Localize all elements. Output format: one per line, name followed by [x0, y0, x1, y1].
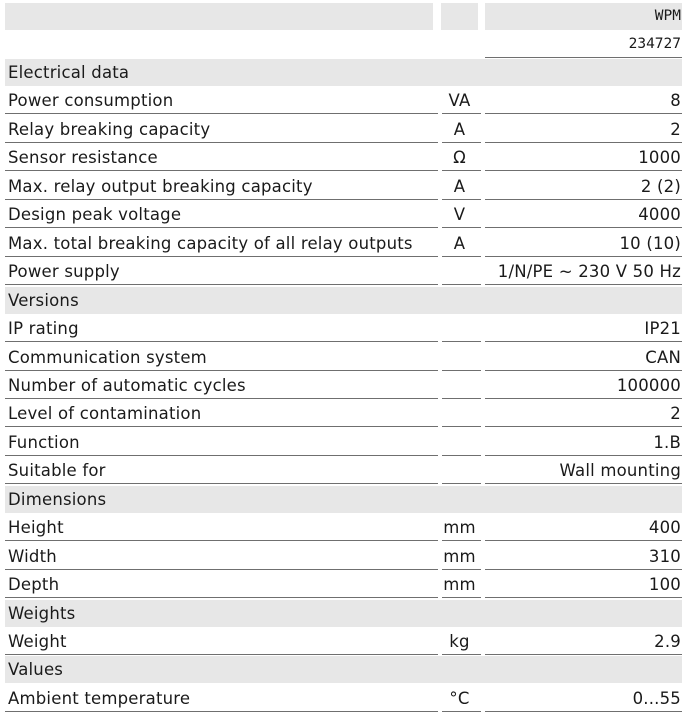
spec-unit: V [453, 205, 466, 225]
spec-value: 2 [670, 404, 681, 424]
spec-value: 1.B [653, 432, 681, 452]
row-divider-value [485, 142, 682, 143]
spec-row [5, 116, 682, 143]
row-divider-unit [442, 256, 481, 257]
spec-label: Function [8, 432, 80, 452]
spec-value: 2 [670, 119, 681, 139]
spec-value: 10 (10) [619, 233, 681, 253]
spec-label: Communication system [8, 347, 207, 367]
spec-label: Sensor resistance [8, 148, 158, 168]
row-divider-label [5, 199, 438, 200]
row-divider-label [5, 597, 438, 598]
row-divider-label [5, 284, 438, 285]
spec-unit [438, 429, 481, 456]
spec-unit: mm [443, 518, 476, 538]
spec-unit: Ω [453, 148, 466, 168]
row-divider-unit [442, 426, 481, 427]
row-divider-unit [442, 199, 481, 200]
spec-unit: kg [449, 632, 470, 651]
article-number: 234727 [628, 36, 681, 52]
row-divider-label [5, 113, 438, 114]
row-divider-label [5, 654, 438, 655]
spec-value: 2 (2) [640, 176, 681, 196]
spec-row [5, 628, 682, 655]
row-divider-unit [442, 455, 481, 456]
row-divider-value [485, 256, 682, 257]
model-name: WPM [654, 8, 681, 24]
header-divider [485, 57, 682, 58]
spec-unit [438, 400, 481, 427]
row-divider-unit [442, 711, 481, 712]
spec-unit [438, 315, 481, 342]
spec-label: Height [8, 518, 64, 538]
row-divider-label [5, 569, 438, 570]
row-divider-unit [442, 483, 481, 484]
spec-label: Suitable for [8, 461, 106, 481]
section-header [5, 287, 682, 314]
row-divider-value [485, 284, 682, 285]
row-divider-value [485, 113, 682, 114]
spec-label: Depth [8, 575, 60, 595]
spec-value: 1000 [638, 148, 681, 168]
spec-value: 1/N/PE ~ 230 V 50 Hz [497, 262, 681, 282]
row-divider-unit [442, 142, 481, 143]
spec-unit: A [453, 119, 466, 139]
row-divider-unit [442, 597, 481, 598]
spec-value: 100000 [616, 375, 681, 395]
spec-label: Power consumption [8, 91, 174, 111]
row-divider-unit [442, 227, 481, 228]
row-divider-unit [442, 113, 481, 114]
row-divider-unit [442, 370, 481, 371]
spec-label: Power supply [8, 262, 120, 282]
spec-unit: A [453, 233, 466, 253]
spec-label: Max. relay output breaking capacity [8, 176, 313, 196]
spec-value: Wall mounting [559, 461, 681, 481]
spec-row [5, 372, 682, 399]
spec-label: Ambient temperature [8, 688, 191, 708]
row-divider-label [5, 142, 438, 143]
row-divider-value [485, 540, 682, 541]
row-divider-unit [442, 540, 481, 541]
section-title: Electrical data [8, 63, 130, 82]
spec-row [5, 144, 682, 171]
spec-row [5, 457, 682, 484]
spec-value: 8 [670, 91, 681, 111]
row-divider-label [5, 370, 438, 371]
spec-row [5, 315, 682, 342]
spec-unit: VA [448, 91, 471, 111]
spec-value: IP21 [644, 319, 681, 339]
spec-row [5, 571, 682, 598]
row-divider-value [485, 170, 682, 171]
spec-row [5, 173, 682, 200]
spec-row [5, 87, 682, 114]
spec-unit [438, 372, 481, 399]
row-divider-label [5, 256, 438, 257]
spec-label: Relay breaking capacity [8, 119, 211, 139]
spec-row [5, 400, 682, 427]
row-divider-value [485, 455, 682, 456]
header-unit-cell [441, 3, 478, 30]
row-divider-value [485, 569, 682, 570]
row-divider-value [485, 426, 682, 427]
spec-unit: °C [449, 688, 470, 708]
row-divider-value [485, 227, 682, 228]
section-title: Dimensions [8, 489, 107, 509]
spec-unit: A [453, 176, 466, 196]
spec-value: CAN [645, 347, 681, 367]
row-divider-unit [442, 284, 481, 285]
spec-value: 400 [648, 518, 681, 538]
header-label-cell [5, 3, 433, 30]
row-divider-value [485, 711, 682, 712]
spec-row [5, 201, 682, 228]
spec-row [5, 543, 682, 570]
row-divider-label [5, 170, 438, 171]
row-divider-unit [442, 170, 481, 171]
spec-unit [438, 344, 481, 371]
section-header [5, 486, 682, 513]
spec-label: Level of contamination [8, 404, 202, 424]
row-divider-value [485, 341, 682, 342]
header-model-cell [485, 3, 682, 30]
row-divider-value [485, 370, 682, 371]
row-divider-value [485, 654, 682, 655]
spec-unit [438, 258, 481, 285]
spec-row [5, 344, 682, 371]
row-divider-unit [442, 341, 481, 342]
spec-label: IP rating [8, 319, 79, 339]
row-divider-unit [442, 569, 481, 570]
spec-value: 310 [648, 546, 681, 566]
spec-value: 100 [648, 575, 681, 595]
spec-label: Number of automatic cycles [8, 375, 246, 395]
spec-row [5, 685, 682, 712]
section-title: Values [8, 660, 64, 680]
row-divider-label [5, 426, 438, 427]
row-divider-label [5, 341, 438, 342]
row-divider-unit [442, 654, 481, 655]
spec-label: Width [8, 546, 57, 566]
row-divider-label [5, 540, 438, 541]
row-divider-value [485, 597, 682, 598]
spec-value: 4000 [638, 205, 681, 225]
row-divider-label [5, 398, 438, 399]
spec-unit: mm [443, 546, 476, 566]
spec-value: 0...55 [632, 688, 681, 708]
spec-row [5, 429, 682, 456]
row-divider-label [5, 455, 438, 456]
spec-label: Max. total breaking capacity of all relay outputs [8, 233, 413, 253]
spec-label: Design peak voltage [8, 205, 182, 225]
section-title: Versions [8, 290, 79, 310]
row-divider-label [5, 483, 438, 484]
spec-row [5, 230, 682, 257]
section-header [5, 656, 682, 683]
section-header [5, 59, 682, 86]
row-divider-value [485, 483, 682, 484]
section-title: Weights [8, 603, 76, 623]
row-divider-value [485, 398, 682, 399]
spec-unit [438, 457, 481, 484]
row-divider-unit [442, 398, 481, 399]
spec-row [5, 258, 682, 285]
section-header [5, 600, 682, 627]
spec-label: Weight [8, 632, 67, 651]
spec-value: 2.9 [654, 632, 681, 651]
spec-row [5, 514, 682, 541]
spec-unit: mm [443, 575, 476, 595]
row-divider-value [485, 199, 682, 200]
row-divider-label [5, 711, 438, 712]
row-divider-label [5, 227, 438, 228]
